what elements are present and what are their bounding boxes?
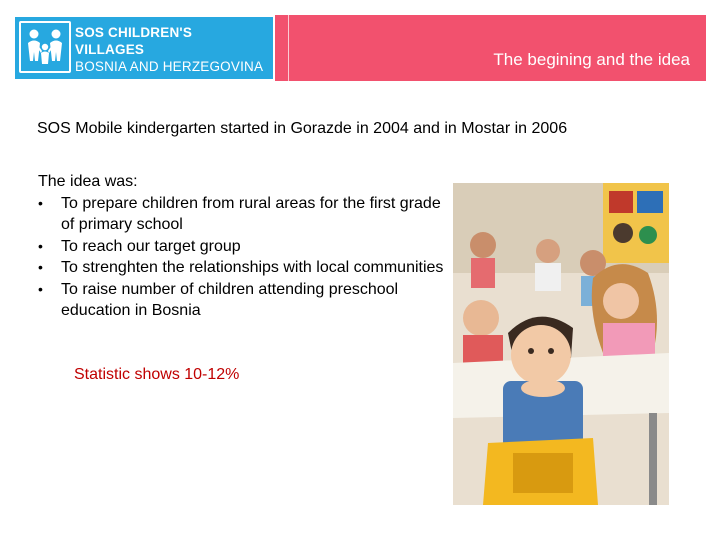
sos-family-icon bbox=[19, 21, 71, 73]
header-bar bbox=[13, 15, 706, 81]
statistic-text: Statistic shows 10-12% bbox=[74, 366, 240, 383]
logo-line-3: BOSNIA AND HERZEGOVINA bbox=[75, 59, 264, 74]
sos-logo bbox=[13, 15, 275, 81]
idea-heading: The idea was: bbox=[38, 173, 138, 190]
idea-item: • To reach our target group bbox=[38, 236, 448, 258]
intro-text: SOS Mobile kindergarten started in Gorazde in 2004 and in Mostar in 2006 bbox=[37, 120, 568, 137]
idea-item: • To raise number of children attending preschool education in Bosnia bbox=[38, 279, 448, 322]
logo-line-2: VILLAGES bbox=[75, 42, 145, 57]
idea-item: • To prepare children from rural areas for the first grade of primary school bbox=[38, 193, 448, 236]
classroom-photo-icon bbox=[453, 183, 669, 505]
idea-list bbox=[38, 193, 448, 322]
header-divider bbox=[288, 15, 289, 81]
logo-line-1: SOS CHILDREN'S bbox=[75, 25, 193, 40]
idea-item: • To strenghten the relationships with local communities bbox=[38, 257, 448, 279]
logo-text bbox=[75, 24, 263, 75]
idea-block bbox=[38, 171, 448, 322]
slide-title: The begining and the idea bbox=[493, 50, 690, 69]
